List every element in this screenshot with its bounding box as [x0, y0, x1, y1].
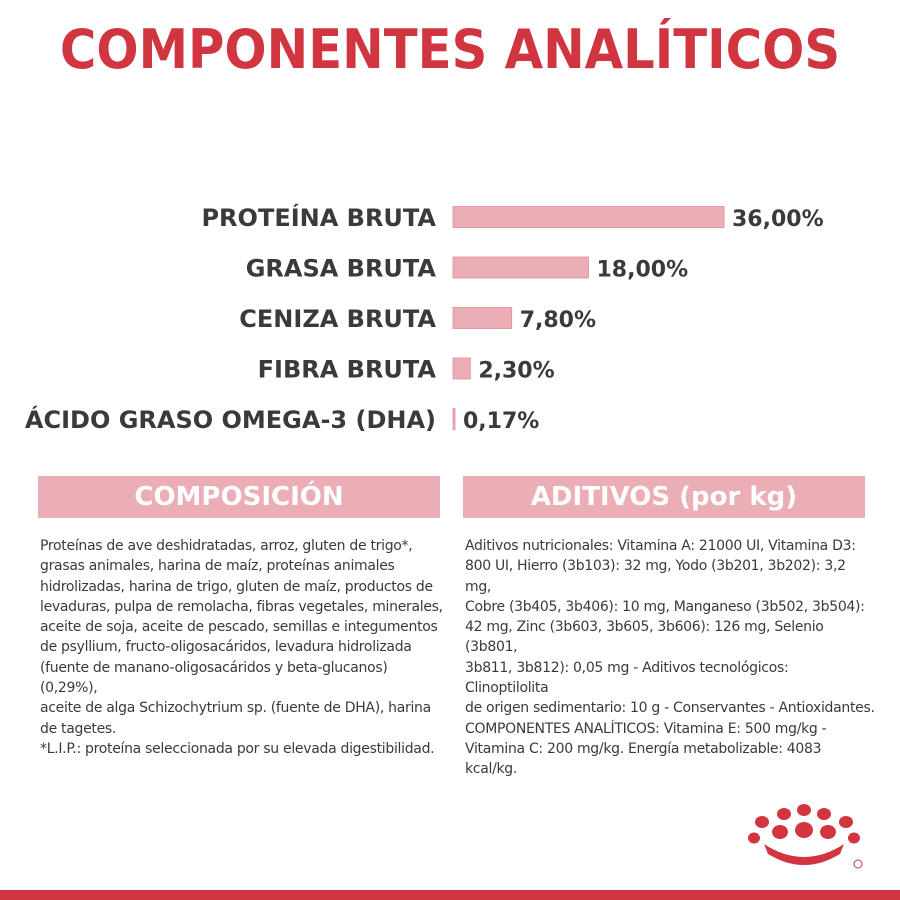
bar: [453, 308, 512, 329]
additives-text: Aditivos nutricionales: Vitamina A: 21000 UI, Vitamina D3: 800 UI, Hierro (3b103): 32 mg, Yodo (3b201, 3b202): 3,2 mg, Cobre (3b405, 3b406): 10 mg, Manganeso (3b502, 3b504): 42 mg, Zinc (3b603, 3b605, 3b606): 126 mg, Selenio (3b801, 3b811, 3b812): 0,05 mg - Aditivos tecnológicos: Clinoptilolita de origen sedimentario: 10 g - Conservantes - Antioxidantes. COMPONENTES ANALÍTICOS: Vitamina E: 500 mg/kg - Vitamina C: 200 mg/kg. Energía metabolizable: 4083 kcal/kg.: [465, 538, 875, 778]
category-label: PROTEÍNA BRUTA: [201, 204, 436, 232]
category-label: CENIZA BRUTA: [239, 305, 436, 333]
value-label: 2,30%: [478, 358, 555, 384]
category-label: GRASA BRUTA: [245, 254, 436, 283]
value-label: 0,17%: [463, 409, 540, 434]
bar: [453, 257, 589, 278]
bottom-brand-bar: [0, 890, 900, 900]
value-label: 36,00%: [732, 207, 824, 232]
composition-heading: COMPOSICIÓN: [38, 476, 440, 518]
royal-canin-crown-icon: [742, 800, 866, 872]
composition-text: Proteínas de ave deshidratadas, arroz, gluten de trigo*, grasas animales, harina de maíz, proteínas animales hidrolizadas, harina de trigo, gluten de maíz, productos de levaduras, pulpa de remolacha, fibras vegetales, minerales, aceite de soja, aceite de pescado, semillas e integumentos de psyllium, fructo-oligosacáridos, levadura hidrolizada (fuente de manano-oligosacáridos y beta-glucanos) (0,29%), aceite de alga Schizochytrium sp. (fuente de DHA), harina de tagetes. *L.I.P.: proteína seleccionada por su elevada digestibilidad.: [40, 538, 443, 757]
value-label: 18,00%: [596, 257, 689, 283]
analytical-components-chart: [0, 190, 900, 440]
bar: [453, 358, 470, 379]
additives-heading: ADITIVOS (por kg): [463, 476, 865, 518]
category-label: FIBRA BRUTA: [257, 355, 436, 384]
bar: [453, 409, 455, 430]
bar: [453, 207, 724, 228]
page-title: COMPONENTES ANALÍTICOS: [59, 18, 841, 81]
value-label: 7,80%: [519, 308, 597, 333]
category-label: ÁCIDO GRASO OMEGA-3 (DHA): [24, 406, 436, 434]
